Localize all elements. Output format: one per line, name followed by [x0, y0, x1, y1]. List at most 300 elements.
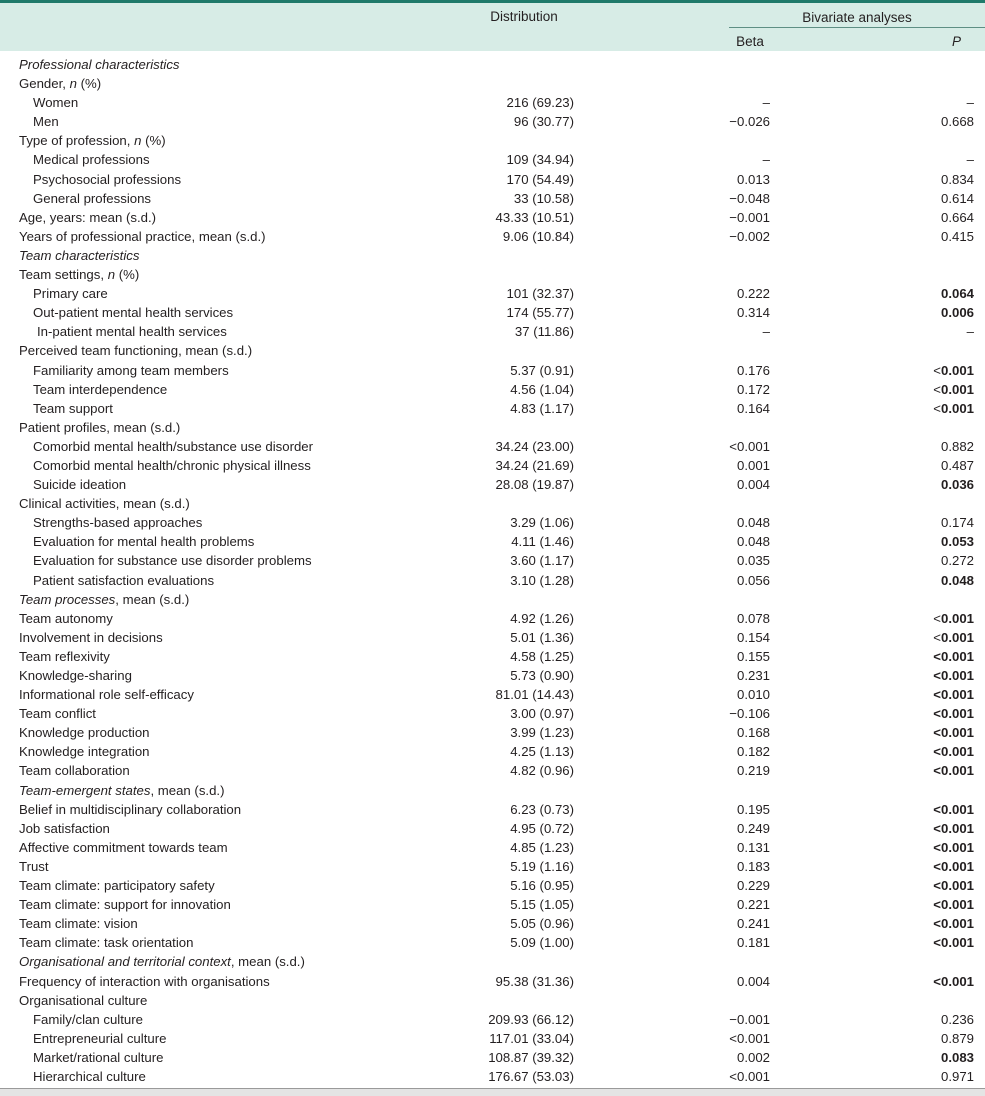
- table-row: [0, 418, 985, 437]
- row-label: [19, 265, 139, 284]
- p-value-cell: [933, 895, 974, 914]
- distribution-cell: 209.93 (66.12): [488, 1011, 574, 1027]
- p-value-cell: [933, 800, 974, 819]
- beta-cell: –: [762, 152, 770, 168]
- p-value-cell: [933, 876, 974, 895]
- row-label-text: Involvement in decisions: [19, 629, 163, 645]
- row-label: [19, 991, 147, 1010]
- distribution-cell: 5.15 (1.05): [510, 897, 574, 913]
- beta-cell: 0.001: [736, 457, 770, 473]
- row-label-text: Type of profession, n (%): [19, 133, 166, 149]
- p-value-cell: [941, 475, 974, 494]
- p-value-cell: [933, 819, 974, 838]
- row-label: [19, 418, 180, 437]
- beta-cell: <0.001: [729, 438, 770, 454]
- row-label-suffix: , mean (s.d.): [230, 954, 305, 970]
- distribution-cell: 4.83 (1.17): [510, 400, 574, 416]
- row-label: [33, 170, 181, 189]
- beta-cell: <0.001: [729, 1068, 770, 1084]
- p-value-cell: [933, 857, 974, 876]
- table-row: [0, 857, 985, 876]
- p-value-cell: [967, 93, 974, 112]
- row-label: [19, 952, 305, 971]
- table-row: [0, 341, 985, 360]
- row-label: [19, 74, 101, 93]
- p-value-number: 0.048: [940, 572, 974, 588]
- row-label-text: Comorbid mental health/substance use disorder: [33, 438, 314, 454]
- table-row: [0, 571, 985, 590]
- p-value-number: –: [966, 95, 974, 111]
- row-label: [19, 590, 189, 609]
- distribution-cell: 5.37 (0.91): [510, 362, 574, 378]
- row-label-text: Women: [33, 95, 79, 111]
- p-value-number: 0.083: [940, 1049, 974, 1065]
- distribution-cell: 6.23 (0.73): [510, 801, 574, 817]
- row-label: [19, 800, 241, 819]
- table-row: [0, 150, 985, 169]
- row-label: [33, 456, 311, 475]
- beta-cell: 0.078: [736, 610, 770, 626]
- row-label: [19, 933, 193, 952]
- p-value-cell: [967, 150, 974, 169]
- row-label: [19, 742, 150, 761]
- beta-cell: 0.249: [736, 820, 770, 836]
- row-label: [19, 227, 266, 246]
- p-value-number: 0.236: [940, 1011, 974, 1027]
- row-label: [19, 246, 139, 265]
- row-label: [33, 1067, 146, 1086]
- row-label-text: Perceived team functioning, mean (s.d.): [19, 343, 253, 359]
- row-label-text: Trust: [19, 858, 49, 874]
- p-value-number: 0.614: [940, 190, 974, 206]
- beta-cell: 0.048: [736, 534, 770, 550]
- header-distribution: Distribution: [490, 9, 558, 24]
- row-label: [33, 1048, 163, 1067]
- p-value-cell: [941, 208, 974, 227]
- row-label: [19, 494, 190, 513]
- p-value-number: 0.487: [940, 457, 974, 473]
- p-value-number: <0.001: [933, 973, 974, 989]
- table-row: [0, 208, 985, 227]
- beta-cell: −0.002: [729, 228, 770, 244]
- beta-cell: −0.048: [729, 190, 770, 206]
- distribution-cell: 4.56 (1.04): [510, 381, 574, 397]
- table-row: [0, 284, 985, 303]
- table-row: [0, 991, 985, 1010]
- distribution-cell: 5.05 (0.96): [510, 916, 574, 932]
- row-label: [33, 513, 202, 532]
- p-value-cell: [941, 1067, 974, 1086]
- distribution-cell: 5.01 (1.36): [510, 629, 574, 645]
- p-value-number: 0.971: [940, 1068, 974, 1084]
- p-value-cell: [933, 723, 974, 742]
- distribution-cell: 5.19 (1.16): [510, 858, 574, 874]
- table-row: [0, 914, 985, 933]
- row-label: [33, 551, 312, 570]
- table-row: [0, 227, 985, 246]
- header-subrule: [729, 27, 985, 28]
- table-row: [0, 838, 985, 857]
- p-value-prefix: <: [933, 610, 941, 626]
- row-label-text: Psychosocial professions: [33, 171, 182, 187]
- p-value-number: 0.415: [940, 228, 974, 244]
- row-label-text: Entrepreneurial culture: [33, 1030, 167, 1046]
- p-value-number: 0.664: [940, 209, 974, 225]
- row-label: [33, 284, 108, 303]
- distribution-cell: 3.60 (1.17): [510, 553, 574, 569]
- p-value-number: –: [966, 152, 974, 168]
- row-label-suffix: , mean (s.d.): [150, 782, 225, 798]
- row-label-text: Evaluation for substance use disorder problems: [33, 553, 312, 569]
- row-label-text: Organisational culture: [19, 992, 148, 1008]
- distribution-cell: 101 (32.37): [506, 286, 574, 302]
- beta-cell: –: [762, 95, 770, 111]
- distribution-cell: 3.99 (1.23): [510, 725, 574, 741]
- p-value-number: 0.053: [940, 534, 974, 550]
- row-label-suffix: , mean (s.d.): [115, 591, 190, 607]
- p-value-cell: [933, 838, 974, 857]
- row-label-text: Team climate: task orientation: [19, 935, 194, 951]
- distribution-cell: 3.00 (0.97): [510, 706, 574, 722]
- table-row: [0, 933, 985, 952]
- p-value-prefix: <: [933, 362, 941, 378]
- beta-cell: 0.168: [736, 725, 770, 741]
- row-label-text: Team interdependence: [33, 381, 168, 397]
- row-label-text: Knowledge integration: [19, 744, 150, 760]
- p-value-cell: [933, 914, 974, 933]
- table-row: [0, 761, 985, 780]
- p-value-number: <0.001: [933, 820, 974, 836]
- row-label-text: General professions: [33, 190, 152, 206]
- p-value-number: 0.001: [940, 610, 974, 626]
- p-value-number: <0.001: [933, 706, 974, 722]
- distribution-cell: 216 (69.23): [506, 95, 574, 111]
- row-label: [19, 876, 215, 895]
- row-label: [19, 647, 110, 666]
- p-value-cell: [941, 1029, 974, 1048]
- section-row: [0, 952, 985, 971]
- distribution-cell: 96 (30.77): [513, 114, 574, 130]
- table-row: [0, 189, 985, 208]
- distribution-cell: 4.58 (1.25): [510, 648, 574, 664]
- distribution-cell: 4.92 (1.26): [510, 610, 574, 626]
- row-label: [33, 150, 150, 169]
- p-value-number: <0.001: [933, 648, 974, 664]
- row-label: [33, 189, 151, 208]
- row-label-text: Team-emergent states: [19, 782, 151, 798]
- table-row: [0, 876, 985, 895]
- row-label: [19, 609, 113, 628]
- p-value-number: 0.834: [940, 171, 974, 187]
- table-row: [0, 475, 985, 494]
- p-value-cell: [941, 227, 974, 246]
- p-value-cell: [933, 666, 974, 685]
- p-value-cell: [933, 704, 974, 723]
- p-value-number: 0.174: [940, 515, 974, 531]
- p-value-number: 0.001: [940, 629, 974, 645]
- row-label-text: Family/clan culture: [33, 1011, 143, 1027]
- p-value-cell: [941, 513, 974, 532]
- p-value-number: 0.879: [940, 1030, 974, 1046]
- p-value-cell: [941, 284, 974, 303]
- p-value-cell: [933, 972, 974, 991]
- beta-cell: −0.001: [729, 209, 770, 225]
- row-label: [33, 303, 233, 322]
- table-row: [0, 704, 985, 723]
- distribution-cell: 34.24 (21.69): [495, 457, 574, 473]
- row-label: [33, 1029, 166, 1048]
- table-footer-bar: [0, 1089, 985, 1096]
- row-label-text: Gender, n (%): [19, 76, 102, 92]
- table-row: [0, 972, 985, 991]
- p-value-prefix: <: [933, 400, 941, 416]
- row-label: [33, 437, 313, 456]
- header-p-value: P: [951, 34, 961, 49]
- distribution-cell: 9.06 (10.84): [502, 228, 574, 244]
- row-label: [33, 399, 113, 418]
- distribution-cell: 4.85 (1.23): [510, 839, 574, 855]
- table-row: [0, 322, 985, 341]
- beta-cell: –: [762, 324, 770, 340]
- row-label-text: Knowledge production: [19, 725, 150, 741]
- table-row: [0, 399, 985, 418]
- row-label: [19, 857, 49, 876]
- row-label-text: Team characteristics: [19, 247, 140, 263]
- section-row: [0, 55, 985, 74]
- p-value-cell: [941, 532, 974, 551]
- row-label-text: Strengths-based approaches: [33, 515, 203, 531]
- distribution-cell: 43.33 (10.51): [495, 209, 574, 225]
- p-value-number: 0.036: [940, 477, 974, 493]
- row-label: [19, 666, 132, 685]
- row-label-text: Team processes: [19, 591, 116, 607]
- p-value-number: <0.001: [933, 839, 974, 855]
- row-label: [33, 532, 254, 551]
- p-value-cell: [967, 322, 974, 341]
- p-value-number: 0.006: [940, 305, 974, 321]
- distribution-cell: 176.67 (53.03): [488, 1068, 574, 1084]
- table-row: [0, 685, 985, 704]
- p-value-number: <0.001: [933, 744, 974, 760]
- beta-cell: 0.010: [736, 687, 770, 703]
- p-value-prefix: <: [933, 629, 941, 645]
- distribution-cell: 28.08 (19.87): [495, 477, 574, 493]
- table-row: [0, 551, 985, 570]
- p-value-cell: [941, 1048, 974, 1067]
- beta-cell: −0.001: [729, 1011, 770, 1027]
- distribution-cell: 5.09 (1.00): [510, 935, 574, 951]
- beta-cell: 0.154: [736, 629, 770, 645]
- header-beta: Beta: [736, 34, 764, 49]
- row-label: [19, 685, 194, 704]
- beta-cell: −0.106: [729, 706, 770, 722]
- row-label-text: Evaluation for mental health problems: [33, 534, 255, 550]
- row-label: [19, 819, 110, 838]
- p-value-number: 0.001: [940, 362, 974, 378]
- section-row: [0, 246, 985, 265]
- beta-cell: 0.164: [736, 400, 770, 416]
- row-label: [37, 322, 227, 341]
- table-row: [0, 895, 985, 914]
- distribution-cell: 108.87 (39.32): [488, 1049, 574, 1065]
- row-label: [19, 781, 224, 800]
- p-value-cell: [941, 551, 974, 570]
- p-value-number: <0.001: [933, 763, 974, 779]
- row-label-text: Team settings, n (%): [19, 267, 140, 283]
- p-value-cell: [933, 761, 974, 780]
- row-label-text: Team collaboration: [19, 763, 130, 779]
- distribution-cell: 34.24 (23.00): [495, 438, 574, 454]
- distribution-cell: 33 (10.58): [513, 190, 574, 206]
- table-row: [0, 1067, 985, 1086]
- p-value-cell: [941, 437, 974, 456]
- row-label-text: Organisational and territorial context: [19, 954, 231, 970]
- distribution-cell: 5.73 (0.90): [510, 668, 574, 683]
- beta-cell: −0.026: [729, 114, 770, 130]
- p-value-cell: [933, 380, 974, 399]
- distribution-cell: 4.25 (1.13): [510, 744, 574, 760]
- beta-cell: 0.221: [736, 897, 770, 913]
- beta-cell: 0.219: [736, 763, 770, 779]
- row-label: [19, 55, 180, 74]
- beta-cell: 0.314: [736, 305, 770, 321]
- row-label-text: Informational role self-efficacy: [19, 687, 194, 703]
- table-row: [0, 800, 985, 819]
- p-value-number: <0.001: [933, 935, 974, 951]
- row-label-text: Hierarchical culture: [33, 1068, 146, 1084]
- distribution-cell: 109 (34.94): [506, 152, 574, 168]
- p-value-cell: [941, 189, 974, 208]
- p-value-cell: [933, 609, 974, 628]
- table-body: [0, 55, 985, 1086]
- table-row: [0, 666, 985, 685]
- table-row: [0, 93, 985, 112]
- p-value-number: <0.001: [933, 897, 974, 913]
- row-label: [19, 341, 252, 360]
- table-row: [0, 170, 985, 189]
- row-label-text: Frequency of interaction with organisations: [19, 973, 270, 989]
- table-row: [0, 380, 985, 399]
- table-row: [0, 647, 985, 666]
- row-label-text: Age, years: mean (s.d.): [19, 209, 157, 225]
- p-value-cell: [933, 361, 974, 380]
- row-label-text: Job satisfaction: [19, 820, 110, 836]
- row-label: [19, 761, 130, 780]
- table-row: [0, 628, 985, 647]
- beta-cell: 0.155: [736, 648, 770, 664]
- table-row: [0, 609, 985, 628]
- distribution-cell: 117.01 (33.04): [489, 1030, 574, 1046]
- p-value-number: <0.001: [933, 687, 974, 703]
- table-row: [0, 1029, 985, 1048]
- p-value-cell: [941, 571, 974, 590]
- row-label: [33, 571, 214, 590]
- distribution-cell: 3.29 (1.06): [510, 515, 574, 531]
- table-row: [0, 437, 985, 456]
- row-label-text: Years of professional practice, mean (s.d.): [19, 228, 266, 244]
- distribution-cell: 4.82 (0.96): [510, 763, 574, 779]
- p-value-number: <0.001: [933, 725, 974, 741]
- distribution-cell: 4.95 (0.72): [510, 820, 574, 836]
- beta-cell: 0.131: [736, 839, 770, 855]
- row-label-text: Patient satisfaction evaluations: [33, 572, 215, 588]
- row-label: [19, 895, 231, 914]
- p-value-cell: [941, 170, 974, 189]
- table-row: [0, 265, 985, 284]
- table-row: [0, 74, 985, 93]
- table-row: [0, 1010, 985, 1029]
- row-label-text: Team climate: vision: [19, 916, 138, 932]
- beta-cell: 0.222: [736, 286, 770, 302]
- row-label: [33, 475, 126, 494]
- row-label: [19, 208, 156, 227]
- distribution-cell: 95.38 (31.36): [495, 973, 574, 989]
- p-value-cell: [933, 647, 974, 666]
- beta-cell: 0.004: [736, 973, 770, 989]
- beta-cell: 0.183: [736, 858, 770, 874]
- table-row: [0, 532, 985, 551]
- row-label: [33, 1010, 143, 1029]
- beta-cell: 0.056: [736, 572, 770, 588]
- table-row: [0, 131, 985, 150]
- distribution-cell: 4.11 (1.46): [511, 534, 574, 550]
- p-value-number: <0.001: [933, 668, 974, 683]
- beta-cell: 0.241: [736, 916, 770, 932]
- p-value-cell: [933, 933, 974, 952]
- row-label-text: Men: [33, 114, 59, 130]
- header-bivariate-analyses: Bivariate analyses: [802, 10, 912, 25]
- row-label-text: Out-patient mental health services: [33, 305, 234, 321]
- row-label-text: Comorbid mental health/chronic physical illness: [33, 457, 311, 473]
- row-label: [33, 112, 59, 131]
- row-label-text: Knowledge-sharing: [19, 668, 132, 683]
- row-label-text: Clinical activities, mean (s.d.): [19, 496, 190, 512]
- p-value-cell: [941, 456, 974, 475]
- table-row: [0, 494, 985, 513]
- p-value-cell: [941, 303, 974, 322]
- distribution-cell: 37 (11.86): [514, 324, 574, 340]
- table-row: [0, 112, 985, 131]
- p-value-prefix: <: [933, 381, 941, 397]
- distribution-cell: 170 (54.49): [506, 171, 574, 187]
- row-label: [19, 723, 150, 742]
- row-label: [33, 380, 167, 399]
- row-label-text: Team reflexivity: [19, 648, 110, 664]
- beta-cell: 0.048: [736, 515, 770, 531]
- p-value-number: 0.001: [940, 381, 974, 397]
- section-row: [0, 781, 985, 800]
- beta-cell: 0.002: [736, 1049, 770, 1065]
- beta-cell: 0.195: [736, 801, 770, 817]
- p-value-number: 0.882: [940, 438, 974, 454]
- distribution-cell: 5.16 (0.95): [510, 878, 574, 894]
- table-row: [0, 361, 985, 380]
- row-label-text: Market/rational culture: [33, 1049, 164, 1065]
- beta-cell: 0.182: [736, 744, 770, 760]
- p-value-cell: [941, 112, 974, 131]
- table-row: [0, 456, 985, 475]
- beta-cell: 0.231: [736, 668, 770, 683]
- row-label-text: Team support: [33, 400, 113, 416]
- row-label-text: Professional characteristics: [19, 57, 180, 72]
- beta-cell: 0.013: [736, 171, 770, 187]
- table-row: [0, 723, 985, 742]
- p-value-cell: [933, 399, 974, 418]
- beta-cell: 0.035: [736, 553, 770, 569]
- row-label-text: Belief in multidisciplinary collaboration: [19, 801, 242, 817]
- table-row: [0, 1048, 985, 1067]
- p-value-cell: [933, 685, 974, 704]
